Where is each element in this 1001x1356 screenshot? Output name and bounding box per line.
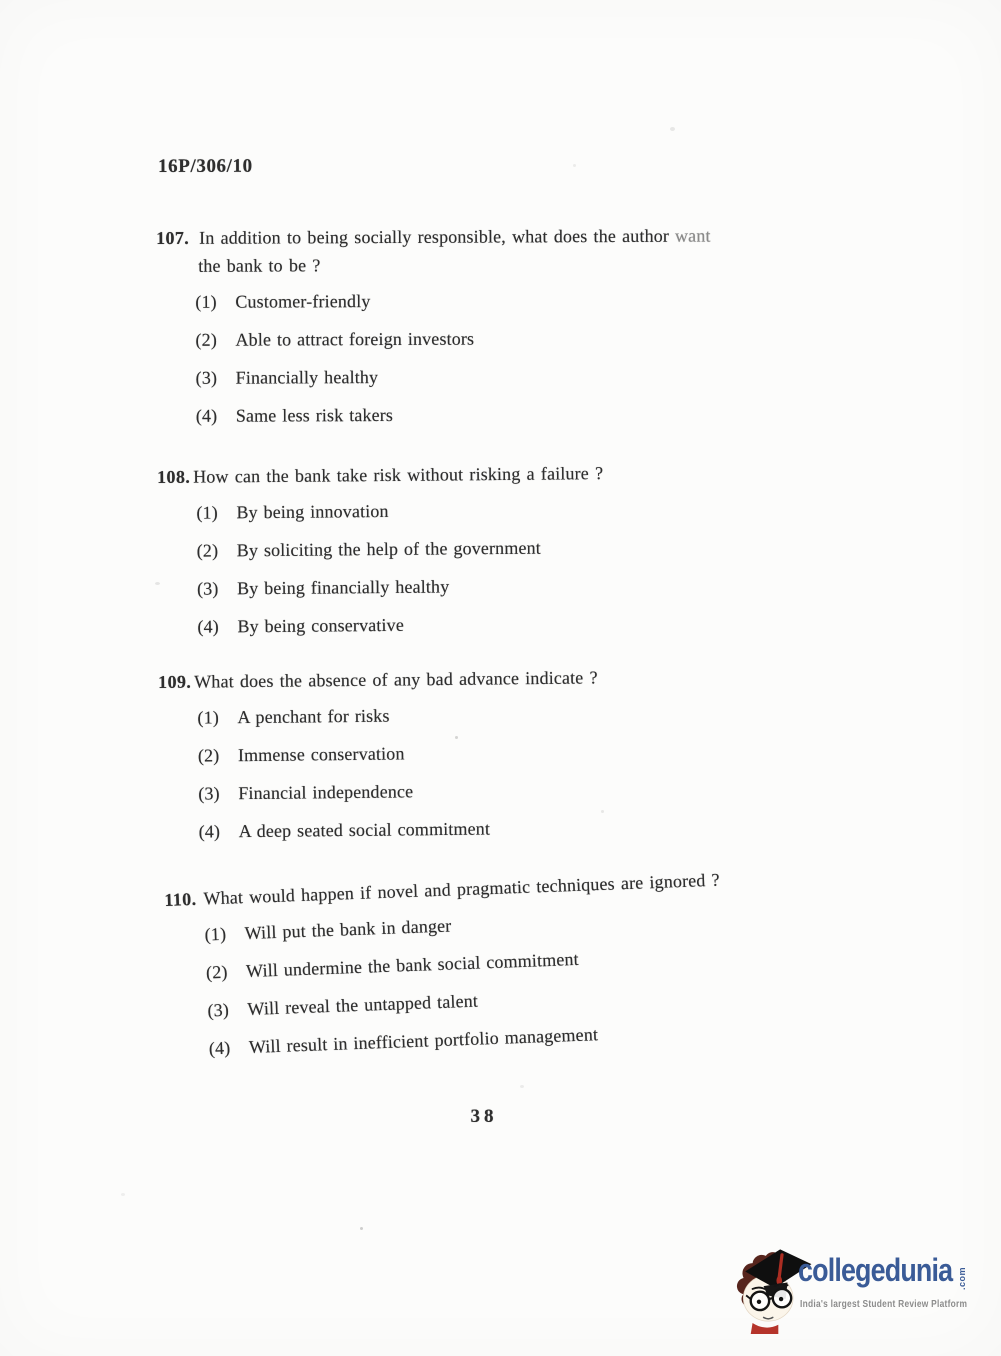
option-text: Will undermine the bank social commitment	[245, 948, 580, 982]
option-text: By being financially healthy	[236, 576, 450, 599]
brand-name: collegedunia	[798, 1252, 953, 1288]
options-list	[157, 496, 878, 638]
scan-speck	[155, 582, 160, 585]
scan-speck	[520, 1085, 524, 1088]
question-text-main: What does the absence of any bad advance indicate ?	[194, 667, 598, 692]
option-row	[158, 699, 878, 729]
question-line	[156, 252, 876, 277]
option-number: (3)	[207, 999, 230, 1021]
option-number: (2)	[196, 540, 219, 561]
option-text: Customer-friendly	[235, 291, 371, 312]
scan-speck	[601, 810, 604, 813]
option-text: Same less risk takers	[235, 404, 394, 426]
option-number: (3)	[195, 367, 218, 388]
option-text: Will put the bank in danger	[244, 915, 452, 944]
option-number: (1)	[196, 502, 218, 523]
question-number: 107.	[156, 227, 190, 248]
option-number: (3)	[196, 578, 219, 599]
option-text: A penchant for risks	[237, 705, 390, 728]
question-text-main: How can the bank take risk without risking a failure ?	[193, 463, 604, 487]
brand-domain-suffix: .com	[957, 1267, 967, 1291]
collegedunia-logo	[736, 1240, 996, 1340]
question-number: 108.	[157, 466, 191, 487]
option-row	[160, 813, 880, 843]
scan-speck	[670, 127, 675, 131]
scan-speck	[573, 164, 576, 167]
page-number: 38	[470, 1106, 498, 1127]
option-number: (1)	[195, 291, 217, 312]
option-text: Will result in inefficient portfolio management	[248, 1024, 599, 1057]
question-number: 109.	[158, 671, 192, 692]
question-text-main: What would happen if novel and pragmatic techniques are ignored ?	[203, 869, 721, 909]
question-107	[156, 224, 877, 443]
option-number: (1)	[197, 707, 220, 728]
option-number: (1)	[204, 923, 227, 945]
option-row	[169, 1013, 889, 1061]
option-row	[157, 402, 877, 427]
option-number: (2)	[205, 961, 228, 983]
option-row	[158, 534, 878, 562]
question-text-wrap: the bank to be ?	[198, 255, 321, 276]
option-row	[157, 496, 877, 524]
scan-speck	[455, 736, 458, 739]
options-list	[156, 288, 877, 427]
question-line	[156, 224, 876, 249]
option-text: By being innovation	[236, 500, 389, 523]
option-row	[159, 737, 879, 767]
option-number: (3)	[198, 783, 220, 804]
option-row	[158, 572, 878, 600]
question-110	[164, 863, 890, 1077]
option-row	[158, 610, 878, 638]
option-text: By being conservative	[237, 614, 404, 637]
option-row	[156, 326, 876, 351]
option-number: (2)	[197, 745, 220, 766]
option-text: Immense conservation	[237, 743, 405, 766]
option-text: Financial independence	[238, 781, 414, 804]
option-number: (4)	[198, 821, 221, 842]
question-109	[158, 663, 880, 859]
question-text-main: In addition to being socially responsible, what does the author	[199, 225, 670, 248]
option-row	[156, 288, 876, 313]
question-line	[158, 663, 878, 693]
question-text-faded-word: want	[674, 225, 711, 246]
options-list	[165, 899, 890, 1061]
question-108	[157, 460, 879, 654]
option-number: (4)	[208, 1037, 231, 1059]
question-line	[157, 460, 877, 488]
option-text: Will reveal the untapped talent	[247, 990, 479, 1020]
options-list	[158, 699, 879, 843]
option-text: Financially healthy	[235, 367, 379, 388]
option-text: Able to attract foreign investors	[235, 328, 475, 350]
question-number: 110.	[164, 888, 197, 910]
option-number: (2)	[195, 329, 217, 350]
scan-speck	[360, 1227, 363, 1230]
scan-speck	[121, 1193, 125, 1196]
option-row	[159, 775, 879, 805]
exam-code: 16P/306/10	[158, 155, 253, 177]
brand-tagline: India's largest Student Review Platform	[800, 1299, 968, 1310]
option-number: (4)	[195, 405, 218, 426]
option-text: By soliciting the help of the government	[236, 537, 541, 561]
option-row	[157, 364, 877, 389]
option-text: A deep seated social commitment	[238, 818, 491, 842]
option-number: (4)	[197, 616, 219, 637]
